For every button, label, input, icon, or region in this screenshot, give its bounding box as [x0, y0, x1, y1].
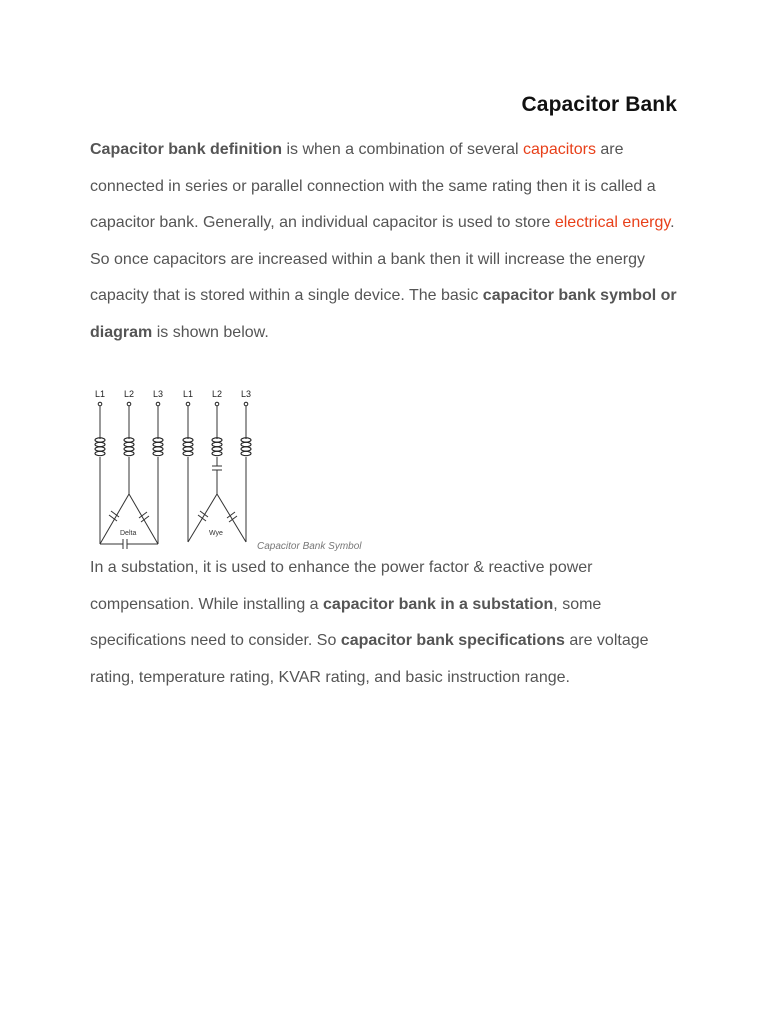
delta-label-l3: L3	[153, 389, 164, 399]
capacitor-bank-figure	[90, 384, 380, 556]
text-span: . So once capacitors are increased within a bank then it will increase the energy capacity that is stored within a single device. The basic	[90, 214, 675, 305]
wye-name: Wye	[209, 530, 223, 537]
wye-label-l3: L3	[241, 389, 252, 399]
text-span: , some specifications need to consider. So	[90, 595, 602, 650]
text-span: is when a combination of several	[282, 141, 524, 158]
symbol-bold: capacitor bank symbol or diagram	[90, 287, 677, 341]
delta-network	[95, 389, 163, 549]
text-span: In a substation, it is used to enhance the power factor & reactive power compensation. While installing a	[90, 559, 593, 613]
text-span: are connected in series or parallel connection with the same rating then it is called a capacitor bank. Generally, an individual capacitor is used to store	[90, 141, 656, 232]
definition-bold: Capacitor bank definition	[90, 141, 283, 158]
delta-name: Delta	[120, 530, 137, 537]
delta-label-l1: L1	[95, 389, 106, 399]
figure-caption: Capacitor Bank Symbol	[257, 541, 362, 552]
text-span: are voltage rating, temperature rating, KVAR rating, and basic instruction range.	[90, 632, 649, 686]
capacitor-bank-diagram	[90, 384, 270, 556]
substation-bold: capacitor bank in a substation	[323, 595, 554, 613]
delta-label-l2: L2	[124, 389, 135, 399]
electrical-energy-link[interactable]: electrical energy	[554, 214, 671, 232]
specifications-bold: capacitor bank specifications	[340, 632, 565, 650]
wye-label-l2: L2	[212, 389, 223, 399]
wye-network	[183, 389, 251, 542]
substation-paragraph	[90, 550, 682, 696]
text-span: is shown below.	[152, 323, 269, 341]
intro-paragraph	[90, 132, 682, 352]
wye-label-l1: L1	[183, 389, 194, 399]
capacitors-link[interactable]: capacitors	[523, 141, 596, 158]
page-title: Capacitor Bank	[521, 93, 677, 116]
